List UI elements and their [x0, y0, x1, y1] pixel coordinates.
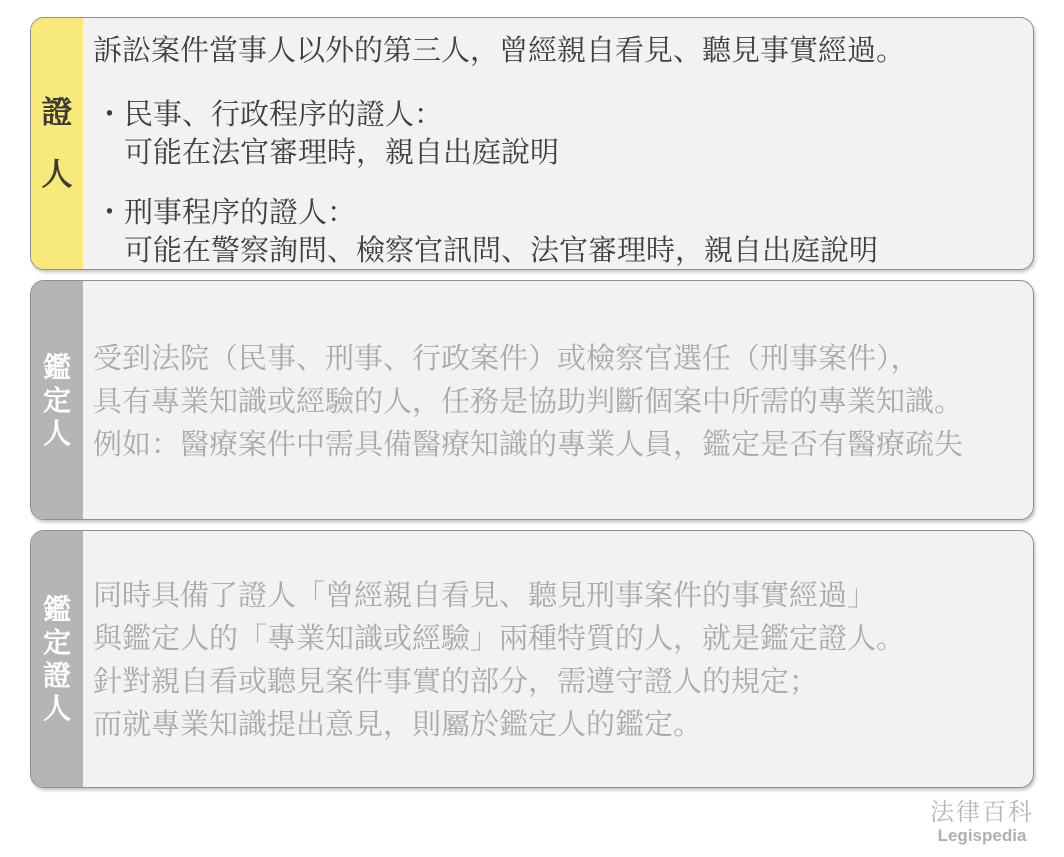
bullet-dot-icon: ・: [95, 197, 125, 229]
expert-witness-line-4: 而就專業知識提出意見，則屬於鑑定人的鑑定。: [93, 709, 703, 741]
expert-witness-line-2: 與鑑定人的「專業知識或經驗」兩種特質的人，就是鑑定證人。: [93, 623, 906, 655]
witness-bullet-civil-title-line: [93, 96, 1021, 134]
brand-name-english: Legispedia: [937, 826, 1027, 845]
expert-witness-line-1: 同時具備了證人「曾經親自看見、聽見刑事案件的事實經過」: [93, 580, 877, 612]
card-expert-witness-content: [83, 531, 1033, 787]
witness-bullet-criminal-title: 刑事程序的證人：: [124, 197, 357, 229]
card-expert: [30, 280, 1034, 520]
brand-name-chinese: 法律百科: [930, 799, 1034, 826]
expert-witness-line-3: 針對親自看或聽見案件事實的部分，需遵守證人的規定；: [93, 666, 819, 698]
witness-bullet-criminal: [93, 194, 1021, 270]
witness-intro-text: 訴訟案件當事人以外的第三人，曾經親自看見、聽見事實經過。: [93, 35, 906, 67]
card-expert-witness-label: 鑑定證人: [31, 531, 83, 787]
witness-bullet-criminal-title-line: [93, 194, 1021, 232]
witness-bullet-criminal-detail: 可能在警察詢問、檢察官訊問、法官審理時，親自出庭說明: [124, 235, 879, 267]
card-expert-content: [83, 281, 1033, 519]
card-expert-label: 鑑定人: [31, 281, 83, 519]
card-witness-content: [83, 18, 1033, 269]
expert-line-3: 例如：醫療案件中需具備醫療知識的專業人員，鑑定是否有醫療疏失: [93, 428, 964, 461]
bullet-dot-icon: ・: [95, 99, 125, 131]
expert-line-2: 具有專業知識或經驗的人，任務是協助判斷個案中所需的專業知識。: [93, 385, 964, 418]
card-expert-witness: [30, 530, 1034, 788]
witness-bullet-civil: [93, 96, 1021, 172]
brand-logo: [930, 800, 1034, 846]
witness-bullet-civil-title: 民事、行政程序的證人：: [124, 99, 444, 131]
card-witness-label: 證人: [31, 18, 83, 269]
card-witness: [30, 17, 1034, 270]
expert-line-1: 受到法院（民事、刑事、行政案件）或檢察官選任（刑事案件），: [93, 342, 920, 375]
witness-bullet-civil-detail: 可能在法官審理時，親自出庭說明: [124, 137, 560, 169]
